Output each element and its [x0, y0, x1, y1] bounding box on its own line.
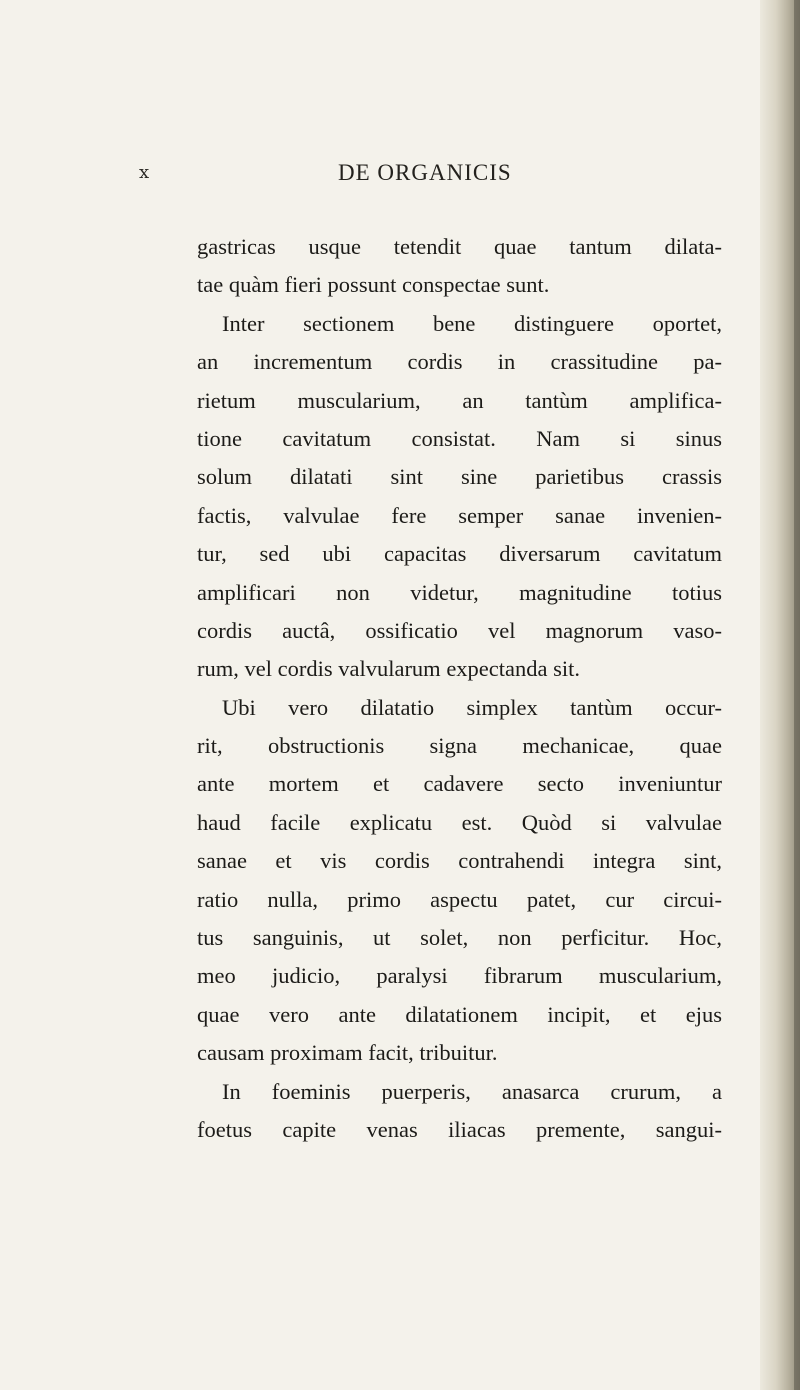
page-edge — [794, 0, 800, 1390]
text-line: amplificari non videtur, magnitudine totius — [197, 579, 722, 605]
text-line: rietum muscularium, an tantùm amplifica- — [197, 387, 722, 413]
text-line: solum dilatati sint sine parietibus crassis — [197, 464, 722, 490]
text-line: ante mortem et cadavere secto inveniuntur — [197, 771, 722, 797]
text-line: ratio nulla, primo aspectu patet, cur circui- — [197, 886, 722, 912]
text-line: tur, sed ubi capacitas diversarum cavitatum — [197, 541, 722, 567]
text-line: tione cavitatum consistat. Nam si sinus — [197, 425, 722, 451]
text-line: quae vero ante dilatationem incipit, et ejus — [197, 1001, 722, 1027]
text-line: tae quàm fieri possunt conspectae sunt. — [197, 272, 550, 298]
text-line: factis, valvulae fere semper sanae invenien- — [197, 502, 722, 528]
text-line: rit, obstructionis signa mechanicae, quae — [197, 733, 722, 759]
page-number: x — [139, 162, 150, 183]
text-line: meo judicio, paralysi fibrarum muscularium, — [197, 963, 722, 989]
body-text — [197, 228, 722, 1149]
text-line: Inter sectionem bene distinguere oportet, — [222, 310, 722, 336]
text-line: foetus capite venas iliacas premente, sangui- — [197, 1116, 722, 1142]
text-line: gastricas usque tetendit quae tantum dilata- — [197, 234, 722, 259]
text-line: haud facile explicatu est. Quòd si valvulae — [197, 809, 722, 835]
text-line: sanae et vis cordis contrahendi integra sint, — [197, 848, 722, 874]
running-title: DE ORGANICIS — [338, 160, 512, 185]
text-line: an incrementum cordis in crassitudine pa- — [197, 349, 722, 375]
text-line: Ubi vero dilatatio simplex tantùm occur- — [222, 694, 722, 720]
text-line: cordis auctâ, ossificatio vel magnorum vaso- — [197, 617, 722, 643]
text-line: causam proximam facit, tribuitur. — [197, 1040, 498, 1066]
page-header — [0, 160, 760, 190]
text-line: rum, vel cordis valvularum expectanda sit. — [197, 656, 581, 682]
text-line: tus sanguinis, ut solet, non perficitur. Hoc, — [197, 925, 722, 951]
text-line: In foeminis puerperis, anasarca crurum, a — [222, 1078, 722, 1104]
